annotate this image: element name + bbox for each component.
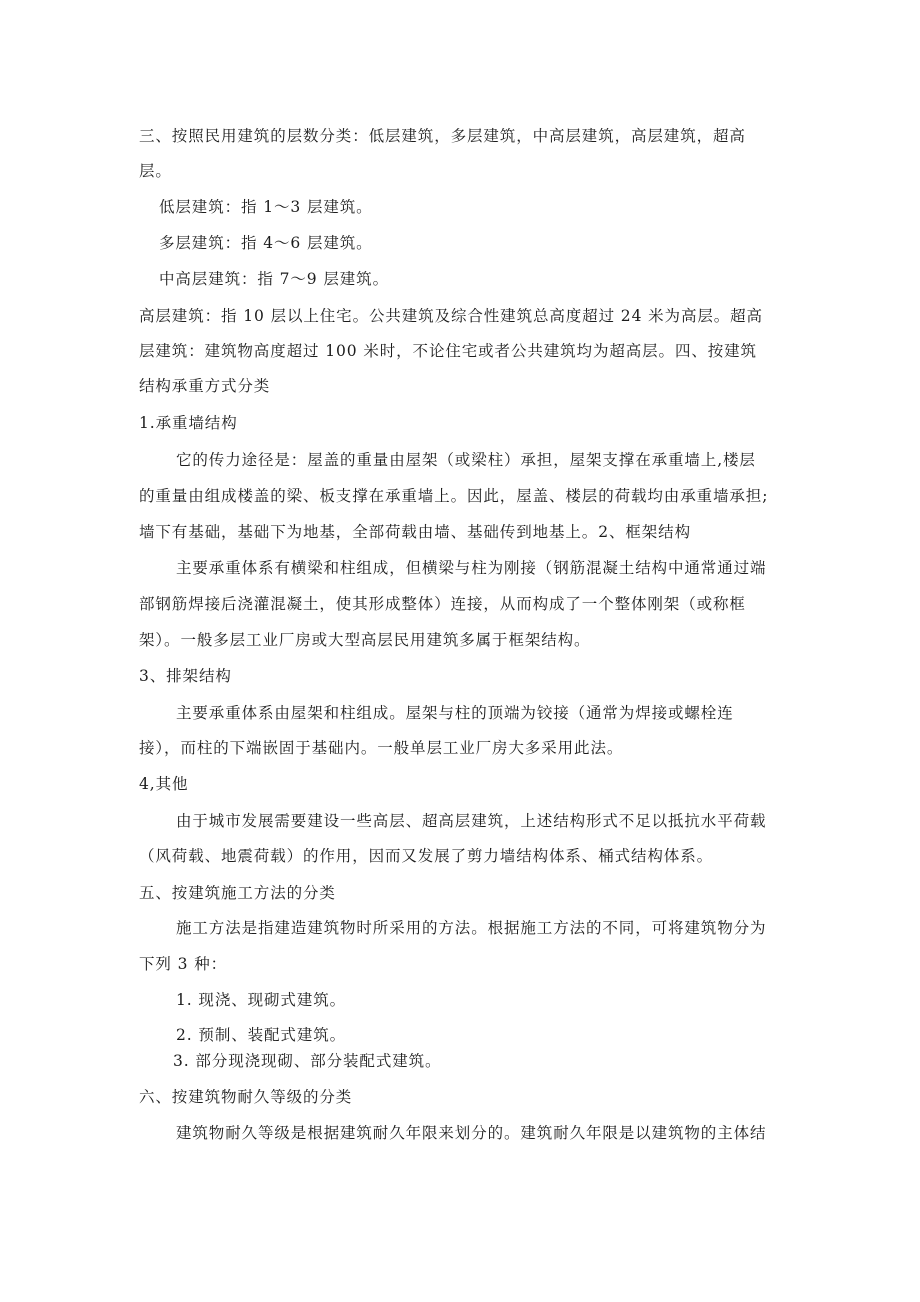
subsection-heading: 3、排架结构 [139,667,232,685]
paragraph-line: 部钢筋焊接后浇灌混凝土，使其形成整体）连接，从而构成了一个整体刚架（或称框 [139,595,746,613]
paragraph-line: 层建筑：建筑物高度超过 100 米时，不论住宅或者公共建筑均为超高层。四、按建筑 [139,342,757,360]
paragraph-line: 施工方法是指建造建筑物时所采用的方法。根据施工方法的不同，可将建筑物分为 [176,919,767,937]
subsection-heading: 4,其他 [139,775,189,793]
paragraph-line: 层。 [139,162,172,180]
paragraph-line: 三、按照民用建筑的层数分类：低层建筑，多层建筑，中高层建筑，高层建筑，超高 [139,127,746,145]
section-heading: 五、按建筑施工方法的分类 [139,884,336,902]
paragraph-line: （风荷载、地震荷载）的作用，因而又发展了剪力墙结构体系、桶式结构体系。 [139,847,714,865]
list-item: 多层建筑：指 4～6 层建筑。 [159,234,373,252]
section-heading: 六、按建筑物耐久等级的分类 [139,1088,353,1106]
paragraph-line: 建筑物耐久等级是根据建筑耐久年限来划分的。建筑耐久年限是以建筑物的主体结 [176,1124,767,1142]
paragraph-line: 由于城市发展需要建设一些高层、超高层建筑，上述结构形式不足以抵抗水平荷载 [176,812,767,830]
subsection-heading: 1.承重墙结构 [139,414,238,432]
list-item: 2. 预制、装配式建筑。 [176,1026,347,1044]
paragraph-line: 主要承重体系由屋架和柱组成。屋架与柱的顶端为铰接（通常为焊接或螺栓连 [176,704,734,722]
list-item: 1. 现浇、现砌式建筑。 [176,991,347,1009]
list-item: 3. 部分现浇现砌、部分装配式建筑。 [173,1052,442,1070]
list-item: 低层建筑：指 1～3 层建筑。 [159,198,373,216]
paragraph-line: 墙下有基础，基础下为地基，全部荷载由墙、基础传到地基上。2、框架结构 [139,523,691,541]
list-item: 中高层建筑：指 7～9 层建筑。 [159,270,389,288]
paragraph-line: 高层建筑：指 10 层以上住宅。公共建筑及综合性建筑总高度超过 24 米为高层。超高 [139,307,763,325]
paragraph-line: 接），而柱的下端嵌固于基础内。一般单层工业厂房大多采用此法。 [139,739,624,757]
paragraph-line: 它的传力途径是：屋盖的重量由屋架（或梁柱）承担，屋架支撑在承重墙上,楼层 [176,451,756,469]
section-heading: 结构承重方式分类 [139,377,271,395]
paragraph-line: 架）。一般多层工业厂房或大型高层民用建筑多属于框架结构。 [139,631,591,649]
paragraph-line: 的重量由组成楼盖的梁、板支撑在承重墙上。因此，屋盖、楼层的荷载均由承重墙承担; [139,487,769,505]
paragraph-line: 主要承重体系有横梁和柱组成，但横梁与柱为刚接（钢筋混凝土结构中通常通过端 [176,559,767,577]
paragraph-line: 下列 3 种： [139,955,228,973]
